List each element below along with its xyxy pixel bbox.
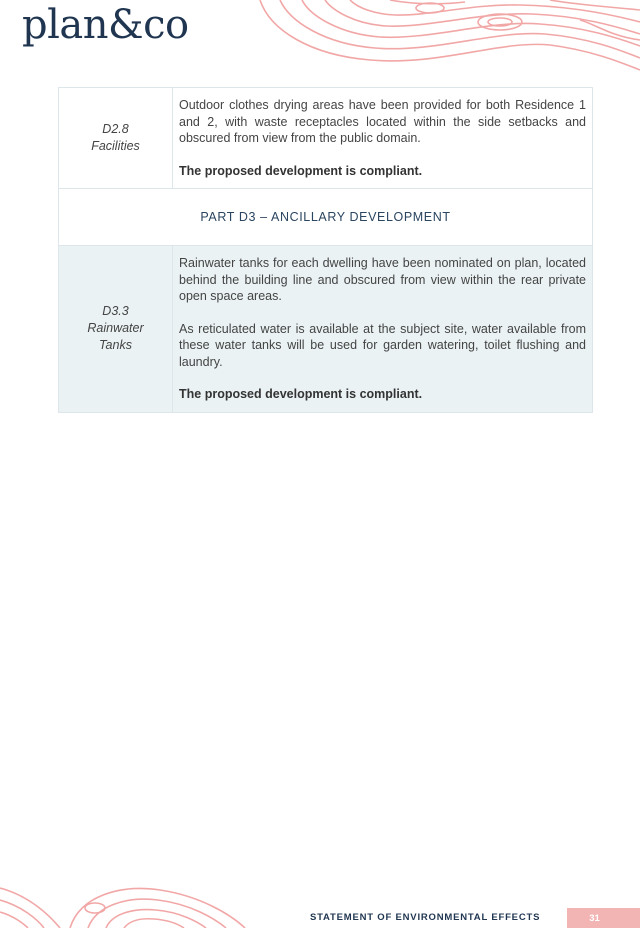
brand-logo: plan&co xyxy=(22,2,189,48)
table-row xyxy=(59,88,593,189)
controls-table xyxy=(58,87,593,413)
topographic-decoration-top xyxy=(250,0,640,75)
control-label-cell xyxy=(59,246,173,413)
topographic-decoration-bottom xyxy=(0,876,250,928)
page-number: 31 xyxy=(567,908,640,928)
compliance-statement: The proposed development is compliant. xyxy=(179,387,423,401)
control-code: D2.8 xyxy=(102,122,129,136)
response-paragraph: Outdoor clothes drying areas have been provided for both Residence 1 and 2, with waste receptacles located within the side setbacks and obscured from view from the public domain. xyxy=(179,98,586,145)
control-name-line1: Rainwater xyxy=(87,321,144,336)
control-code: D3.3 xyxy=(102,304,129,319)
compliance-statement: The proposed development is compliant. xyxy=(179,163,423,178)
response-paragraph: As reticulated water is available at the subject site, water available from these water tanks will be used for garden watering, toilet flushing and laundry. xyxy=(179,321,586,369)
control-name-line2: Tanks xyxy=(99,338,132,353)
footer-document-title: STATEMENT OF ENVIRONMENTAL EFFECTS xyxy=(310,912,541,923)
control-response-cell xyxy=(173,246,593,413)
section-heading: PART D3 – ANCILLARY DEVELOPMENT xyxy=(59,189,593,246)
section-heading-row xyxy=(59,189,593,246)
table-row xyxy=(59,246,593,413)
response-paragraph: Rainwater tanks for each dwelling have been nominated on plan, located behind the building line and obscured from view within the rear private open space areas. xyxy=(179,256,586,303)
control-label-cell xyxy=(59,88,173,189)
control-name: Facilities xyxy=(91,139,140,153)
control-response-cell xyxy=(173,88,593,189)
